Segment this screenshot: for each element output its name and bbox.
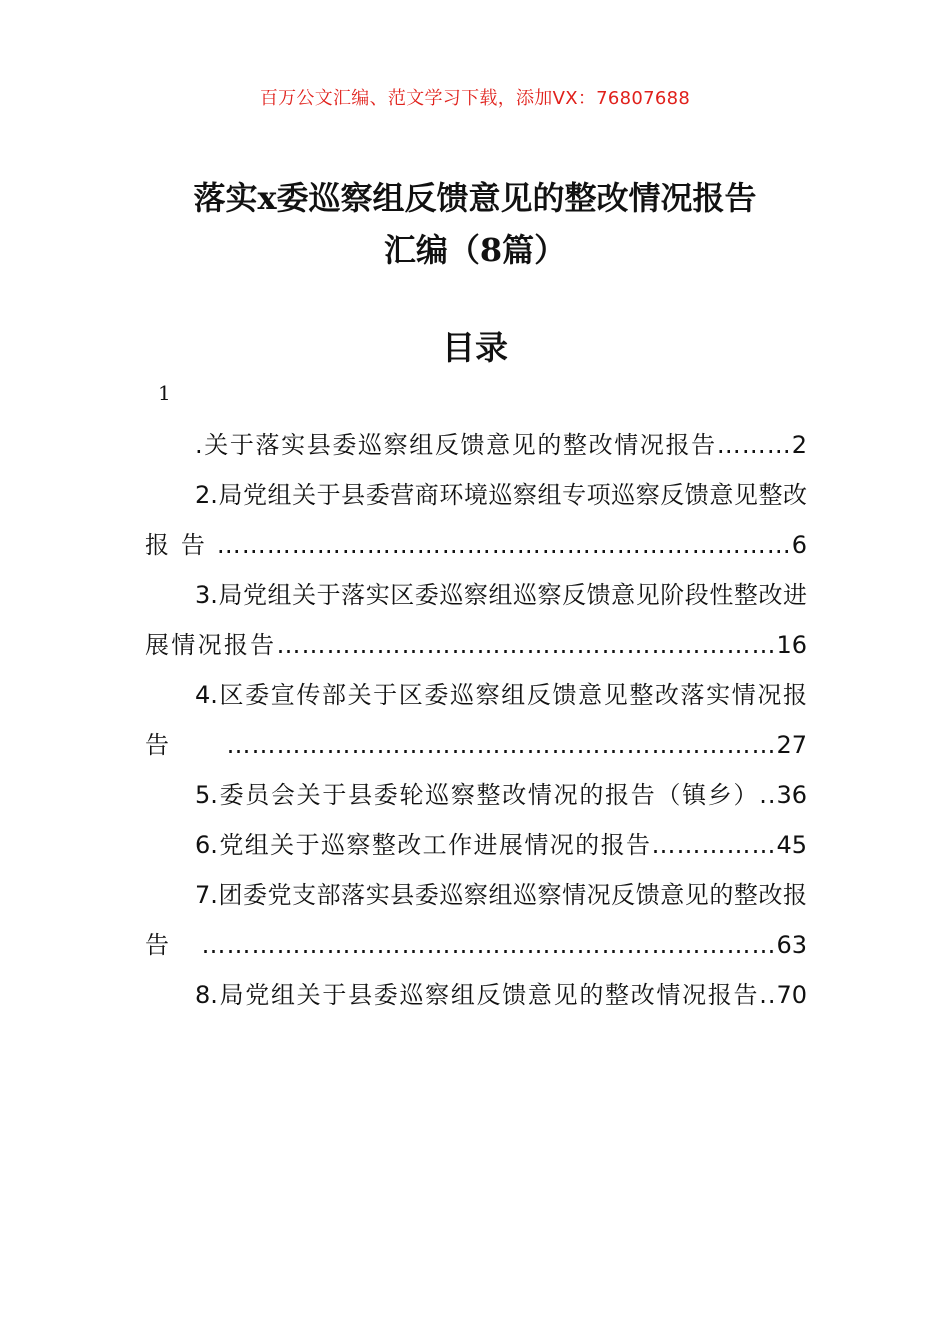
toc-leader-dots: …………… [651, 831, 777, 859]
table-of-contents [145, 420, 807, 1020]
toc-page-number: 6 [791, 531, 807, 559]
toc-entry-title: 4.区委宣传部关于区委巡察组反馈意见整改落实情况报告 [145, 681, 807, 759]
page-marker: 1 [158, 381, 171, 405]
toc-page-number: 2 [791, 431, 807, 459]
toc-leader-dots: .. [759, 981, 777, 1009]
toc-page-number: 63 [776, 931, 807, 959]
toc-entry-title: 3.局党组关于落实区委巡察组巡察反馈意见阶段性整改进展情况报告 [145, 581, 807, 659]
toc-entry-title: .关于落实县委巡察组反馈意见的整改情况报告 [195, 431, 717, 459]
toc-leader-dots: …………………………………………………… [276, 631, 777, 659]
toc-leader-dots: ……… [716, 431, 792, 459]
document-title [145, 172, 805, 276]
toc-leader-dots: …………………………………………………………… [216, 531, 792, 559]
toc-entry-8[interactable] [145, 970, 807, 1020]
title-line-2: 汇编（8篇） [383, 231, 567, 269]
title-line-1: 落实x委巡察组反馈意见的整改情况报告 [193, 179, 757, 217]
toc-entry-4[interactable] [145, 670, 807, 770]
toc-entry-title: 6.党组关于巡察整改工作进展情况的报告 [195, 831, 652, 859]
toc-entry-title: 7.团委党支部落实县委巡察组巡察情况反馈意见的整改报告 [145, 881, 807, 959]
download-banner: 百万公文汇编、范文学习下载，添加VX：76807688 [259, 88, 691, 109]
toc-entry-title: 5.委员会关于县委轮巡察整改情况的报告（镇乡） [195, 781, 760, 809]
toc-entry-7[interactable] [145, 870, 807, 970]
toc-entry-title: 8.局党组关于县委巡察组反馈意见的整改情况报告 [195, 981, 760, 1009]
toc-leader-dots: .. [759, 781, 777, 809]
toc-heading: 目录 [442, 328, 508, 367]
toc-entry-1[interactable] [145, 420, 807, 470]
toc-page-number: 70 [776, 981, 807, 1009]
toc-page-number: 36 [776, 781, 807, 809]
toc-entry-title: 2.局党组关于县委营商环境巡察组专项巡察反馈意见整改报告 [145, 481, 807, 559]
toc-page-number: 27 [776, 731, 807, 759]
toc-leader-dots: ………………………………………………………… [226, 731, 777, 759]
toc-entry-5[interactable] [145, 770, 807, 820]
toc-entry-2[interactable] [145, 470, 807, 570]
toc-entry-3[interactable] [145, 570, 807, 670]
toc-leader-dots: …………………………………………………………… [201, 931, 777, 959]
toc-page-number: 16 [776, 631, 807, 659]
toc-entry-6[interactable] [145, 820, 807, 870]
toc-page-number: 45 [776, 831, 807, 859]
